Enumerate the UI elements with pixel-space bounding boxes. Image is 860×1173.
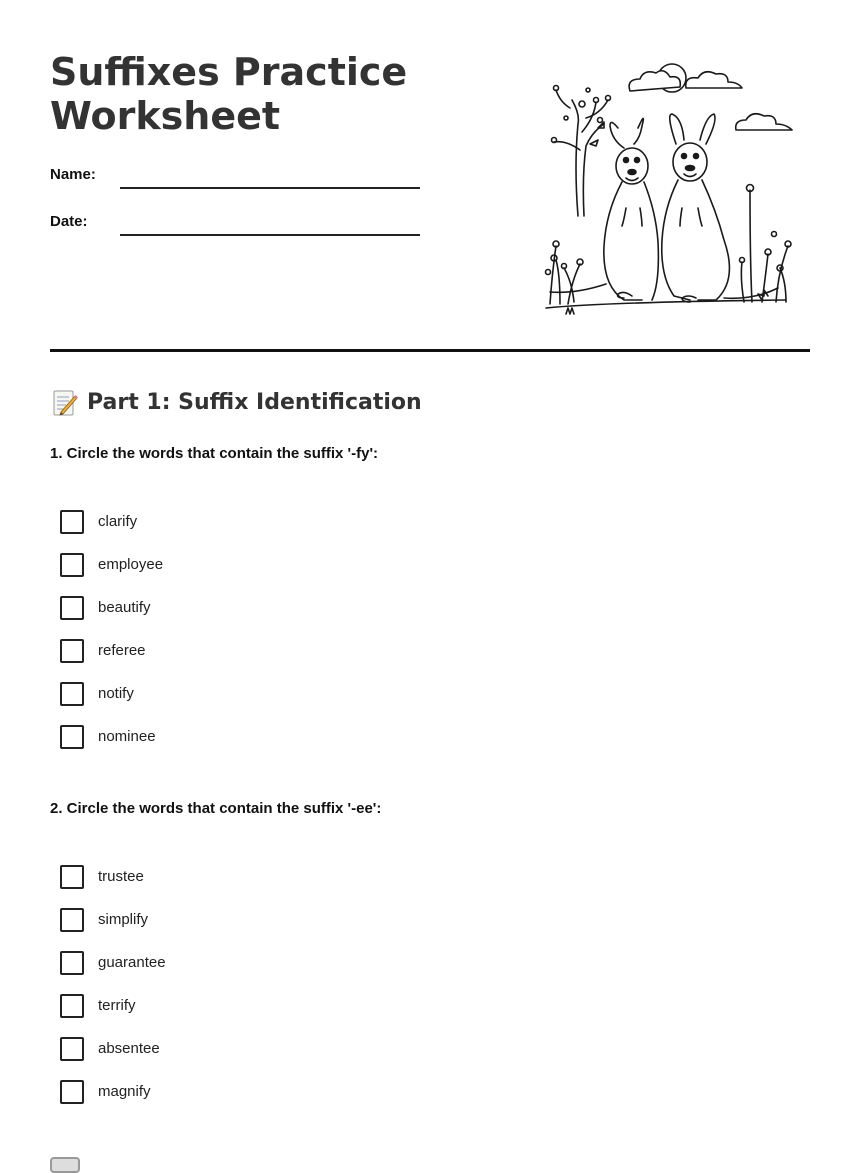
title-line-2: Worksheet xyxy=(50,94,281,138)
checkbox[interactable] xyxy=(60,865,84,889)
checkbox[interactable] xyxy=(60,553,84,577)
checkbox[interactable] xyxy=(60,725,84,749)
option-label: employee xyxy=(98,556,164,573)
option-label: clarify xyxy=(98,513,138,530)
option-label: terrify xyxy=(98,997,136,1014)
option-label: trustee xyxy=(98,868,144,885)
list-item[interactable] xyxy=(60,672,163,715)
question-1-options xyxy=(60,500,163,758)
header-divider xyxy=(50,349,810,352)
checkbox[interactable] xyxy=(60,682,84,706)
checkbox[interactable] xyxy=(60,639,84,663)
option-label: beautify xyxy=(98,599,151,616)
next-section-icon xyxy=(50,1157,80,1173)
list-item[interactable] xyxy=(60,715,163,758)
kangaroos-coloring-illustration xyxy=(540,58,802,320)
date-label: Date: xyxy=(50,213,88,230)
option-label: magnify xyxy=(98,1083,151,1100)
list-item[interactable] xyxy=(60,984,166,1027)
question-2-options xyxy=(60,855,166,1113)
question-2-prompt: 2. Circle the words that contain the suffix '-ee': xyxy=(50,800,382,817)
option-label: nominee xyxy=(98,728,156,745)
checkbox[interactable] xyxy=(60,1037,84,1061)
checkbox[interactable] xyxy=(60,596,84,620)
part1-heading xyxy=(50,386,422,420)
list-item[interactable] xyxy=(60,1070,166,1113)
list-item[interactable] xyxy=(60,941,166,984)
list-item[interactable] xyxy=(60,586,163,629)
list-item[interactable] xyxy=(60,855,166,898)
name-field[interactable] xyxy=(120,187,420,189)
option-label: simplify xyxy=(98,911,149,928)
list-item[interactable] xyxy=(60,629,163,672)
checkbox[interactable] xyxy=(60,908,84,932)
name-label: Name: xyxy=(50,166,96,183)
memo-icon xyxy=(50,388,80,418)
list-item[interactable] xyxy=(60,543,163,586)
option-label: referee xyxy=(98,642,146,659)
option-label: guarantee xyxy=(98,954,166,971)
title-line-1: Suffixes Practice xyxy=(50,50,408,94)
checkbox[interactable] xyxy=(60,1080,84,1104)
worksheet-title xyxy=(50,50,470,138)
checkbox[interactable] xyxy=(60,510,84,534)
list-item[interactable] xyxy=(60,898,166,941)
question-1-prompt: 1. Circle the words that contain the suffix '-fy': xyxy=(50,445,379,462)
option-label: absentee xyxy=(98,1040,160,1057)
checkbox[interactable] xyxy=(60,951,84,975)
part1-title: Part 1: Suffix Identification xyxy=(87,390,422,415)
checkbox[interactable] xyxy=(60,994,84,1018)
list-item[interactable] xyxy=(60,500,163,543)
date-field[interactable] xyxy=(120,234,420,236)
list-item[interactable] xyxy=(60,1027,166,1070)
option-label: notify xyxy=(98,685,134,702)
